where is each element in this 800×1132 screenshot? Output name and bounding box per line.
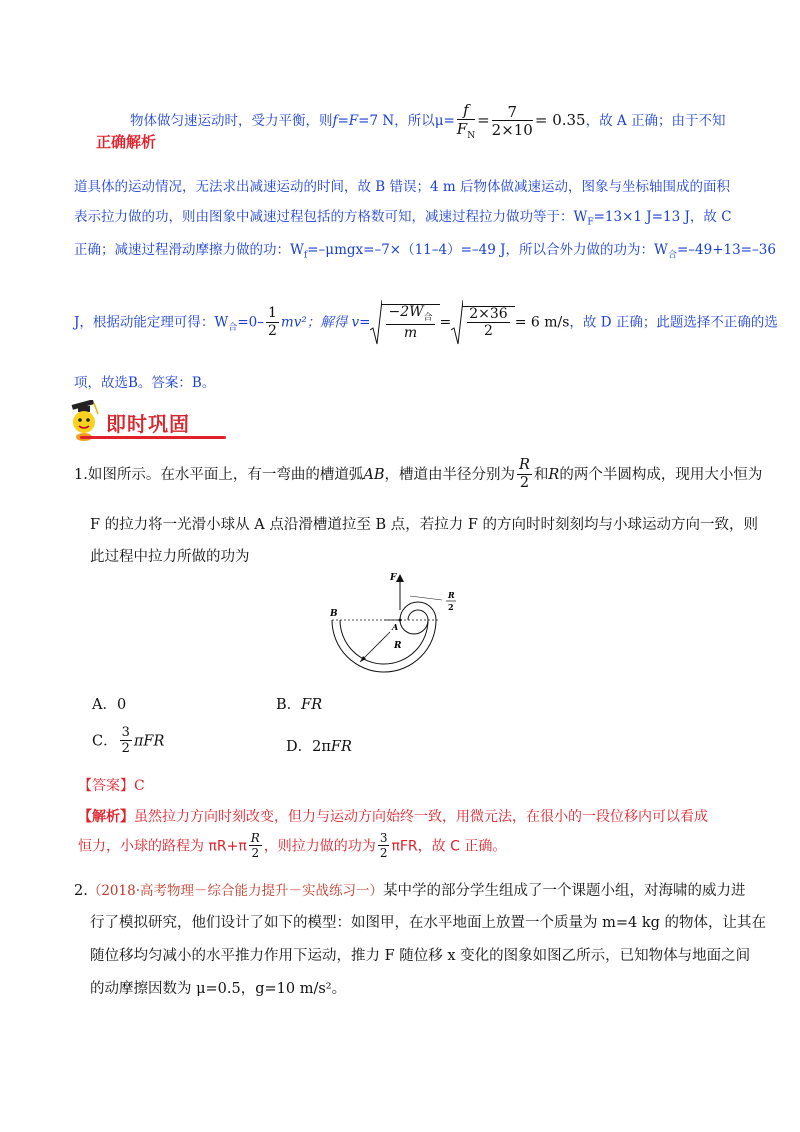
q1-option-d: D．2πFR: [286, 739, 352, 755]
q1-analysis-line-2: 恒力，小球的路程为 πR+π $\frac{R}{2}$ ，则拉力做的功为 $\frac{3}{2}$ πFR，故 C 正确。: [78, 831, 507, 861]
q1-option-c: C． $\frac{3}{2}$ πFR: [92, 725, 165, 757]
q1-line-3: 此过程中拉力所做的功为: [90, 549, 250, 565]
fig-label-b: B: [330, 609, 338, 619]
q1-option-b: B．FR: [276, 697, 323, 713]
q2-line-2: 行了模拟研究，他们设计了如下的模型：如图甲，在水平地面上放置一个质量为 m=4 kg 的物体，让其在: [90, 915, 767, 931]
q2-line-3: 随位移均匀减小的水平推力作用下运动，推力 F 随位移 x 变化的图象如图乙所示，已知物体与地面之间: [90, 948, 751, 964]
section-label: 正确解析: [96, 133, 157, 151]
solution-line-5: J，根据动能定理可得：$W_合=0-$ $\frac{1}{2}$ mv²；解得 v= $\frac{-2W_合}{m}$ = $\frac{2\times 36}{2}$ = 6 m/s，故 D 正确；此题选择不正确的选: [74, 300, 778, 346]
banner-underline: [80, 436, 226, 439]
fig-label-a: A: [392, 622, 399, 632]
solution-line-4: 正确；减速过程滑动摩擦力做的功：$W_f=-\mu mgx=-7\times(11-4)=-49$ J，所以合外力做的功为：$W_合=-49+13=-36$: [74, 242, 776, 261]
q1-line-2: F 的拉力将一光滑小球从 A 点沿滑槽道拉至 B 点，若拉力 F 的方向时时刻刻均与小球运动方向一致，则: [90, 517, 759, 533]
banner-text: 即时巩固: [106, 412, 190, 436]
fig-label-f: F: [390, 573, 397, 583]
sqrt-expression-1: $\frac{-2W_合}{m}$: [370, 300, 439, 346]
q2-line-1: 2.（2018·高考物理－综合能力提升－实战练习一）某中学的部分学生组成了一个课题小组，对海啸的威力进: [74, 883, 746, 899]
q1-option-a: A．0: [92, 697, 127, 713]
solution-line-3: 表示拉力做的功，则由图象中减速过程包括的方格数可知，减速过程拉力做功等于：$W_F=13\times 1$ J=13 J，故 C: [74, 209, 732, 228]
q1-analysis-line-1: 【解析】虽然拉力方向时刻改变，但力与运动方向始终一致，用微元法，在很小的一段位移内可以看成: [78, 809, 708, 825]
fig-label-r2-num: R: [448, 590, 455, 600]
q1-answer: 【答案】C: [78, 778, 145, 794]
q2-source: （2018·高考物理－综合能力提升－实战练习一）: [87, 883, 383, 899]
solution-line-2: 道具体的运动情况，无法求出减速运动的时间，故 B 错误；4 m 后物体做减速运动，图象与坐标轴围成的面积: [74, 179, 730, 195]
solution-line-6: 项，故选B。答案：B。: [74, 375, 216, 391]
q1-figure: [330, 568, 480, 688]
q1-line-1: 1.如图所示。在水平面上，有一弯曲的槽道弧AB，槽道由半径分别为 $\frac{R}{2}$ 和R的两个半圆构成，现用大小恒为: [74, 457, 763, 491]
fig-label-r2-den: 2: [448, 602, 454, 612]
q2-line-4: 的动摩擦因数为 μ=0.5，g=10 m/s²。: [90, 981, 347, 997]
solution-line-1: 物体做匀速运动时，受力平衡，则f=F=7 N，所以μ= $\frac{f}{F_N}$ = $\frac{7}{2\times 10}$ = 0.35，故 A 正确；由于不知: [130, 101, 726, 141]
section-banner: [66, 400, 226, 442]
sqrt-expression-2: $\frac{2\times 36}{2}$: [451, 300, 514, 346]
fig-label-r: R: [394, 641, 402, 651]
